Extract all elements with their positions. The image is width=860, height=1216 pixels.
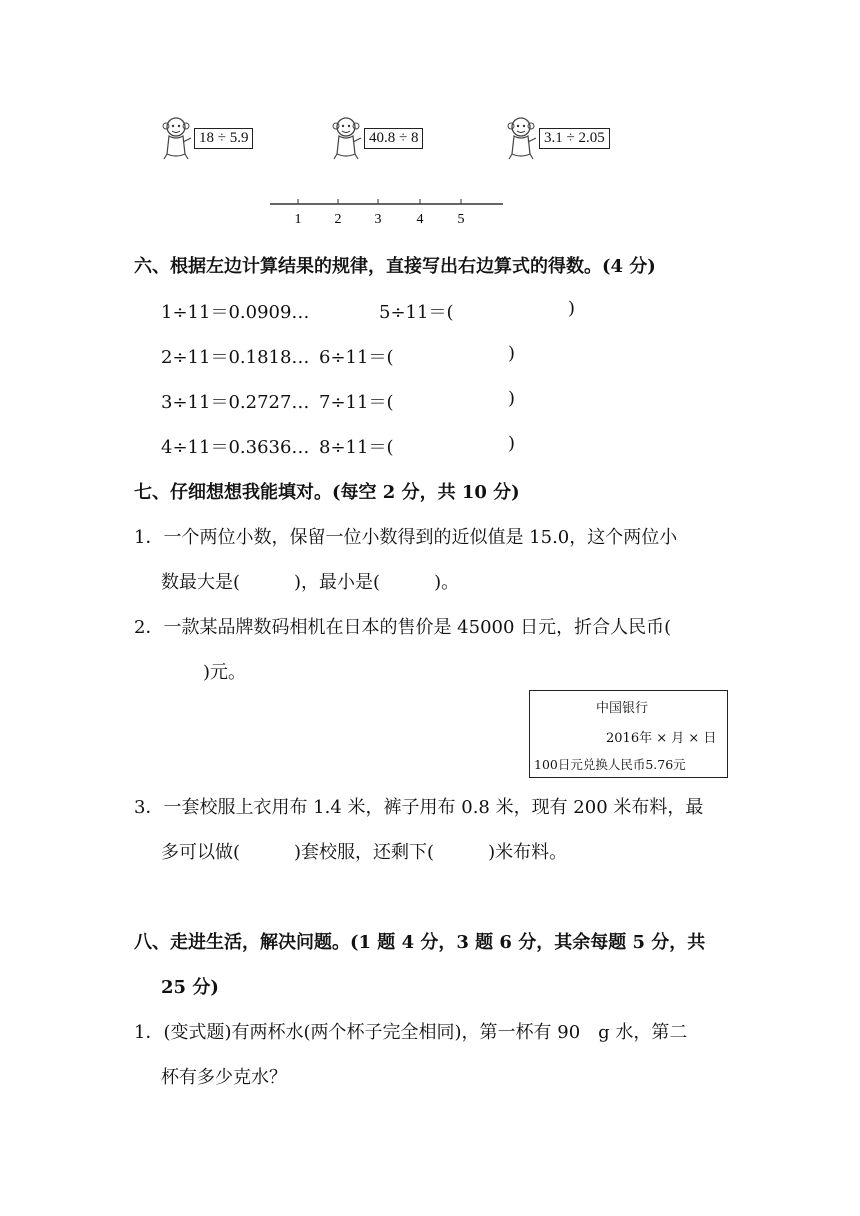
- question-text: 2．一款某品牌数码相机在日本的售价是 45000 日元，折合人民币(: [134, 617, 672, 638]
- note-date: 2016年 × 月 × 日: [606, 731, 717, 746]
- row-right: 5÷11＝(: [379, 302, 454, 323]
- question-text: 1．(变式题)有两杯水(两个杯子完全相同)，第一杯有 90 g 水，第二: [134, 1022, 688, 1043]
- tick-label: 1: [294, 212, 302, 227]
- row-right: 8÷11＝(: [319, 437, 394, 458]
- row-left: 4÷11＝0.3636…: [161, 437, 310, 458]
- question-text: 3．一套校服上衣用布 1.4 米，裤子用布 0.8 米，现有 200 米布料，最: [134, 797, 704, 818]
- section6-title: 六、根据左边计算结果的规律，直接写出右边算式的得数。(4 分): [134, 256, 656, 277]
- monkey-expression-3: [503, 116, 623, 160]
- monkey-icon: [158, 116, 194, 160]
- row-left: 3÷11＝0.2727…: [161, 392, 310, 413]
- bank-exchange-note: [529, 690, 728, 778]
- exchange-rate: 100日元兑换人民币5.76元: [534, 757, 686, 772]
- section8-title-cont: 25 分): [161, 977, 219, 998]
- row-left: 2÷11＝0.1818…: [161, 347, 310, 368]
- question-text: 1．一个两位小数，保留一位小数得到的近似值是 15.0，这个两位小: [134, 527, 678, 548]
- row-left: 1÷11＝0.0909…: [161, 302, 310, 323]
- monkey-icon: [503, 116, 539, 160]
- tick-label: 4: [416, 212, 424, 227]
- number-line: [270, 196, 505, 228]
- question-text: 多可以做( )套校服，还剩下( )米布料。: [161, 842, 568, 863]
- tick-label: 3: [374, 212, 382, 227]
- section8-title: 八、走进生活，解决问题。(1 题 4 分，3 题 6 分，其余每题 5 分，共: [134, 932, 706, 953]
- monkey-expression-1: [158, 116, 268, 160]
- row-close: ): [508, 388, 516, 409]
- tick-label: 5: [457, 212, 465, 227]
- row-close: ): [508, 343, 516, 364]
- tick-label: 2: [334, 212, 342, 227]
- row-close: ): [568, 298, 576, 319]
- section7-title: 七、仔细想想我能填对。(每空 2 分，共 10 分): [134, 482, 520, 503]
- expression-box: 3.1 ÷ 2.05: [539, 128, 610, 149]
- monkey-icon: [328, 116, 364, 160]
- bank-name: 中国银行: [596, 701, 649, 716]
- monkey-expression-2: [328, 116, 438, 160]
- question-text: 数最大是( )，最小是( )。: [161, 572, 460, 593]
- row-right: 6÷11＝(: [319, 347, 394, 368]
- row-right: 7÷11＝(: [319, 392, 394, 413]
- question-text: )元。: [203, 662, 247, 683]
- expression-box: 40.8 ÷ 8: [364, 128, 423, 149]
- question-text: 杯有多少克水？: [161, 1067, 287, 1088]
- expression-box: 18 ÷ 5.9: [194, 128, 253, 149]
- row-close: ): [508, 433, 516, 454]
